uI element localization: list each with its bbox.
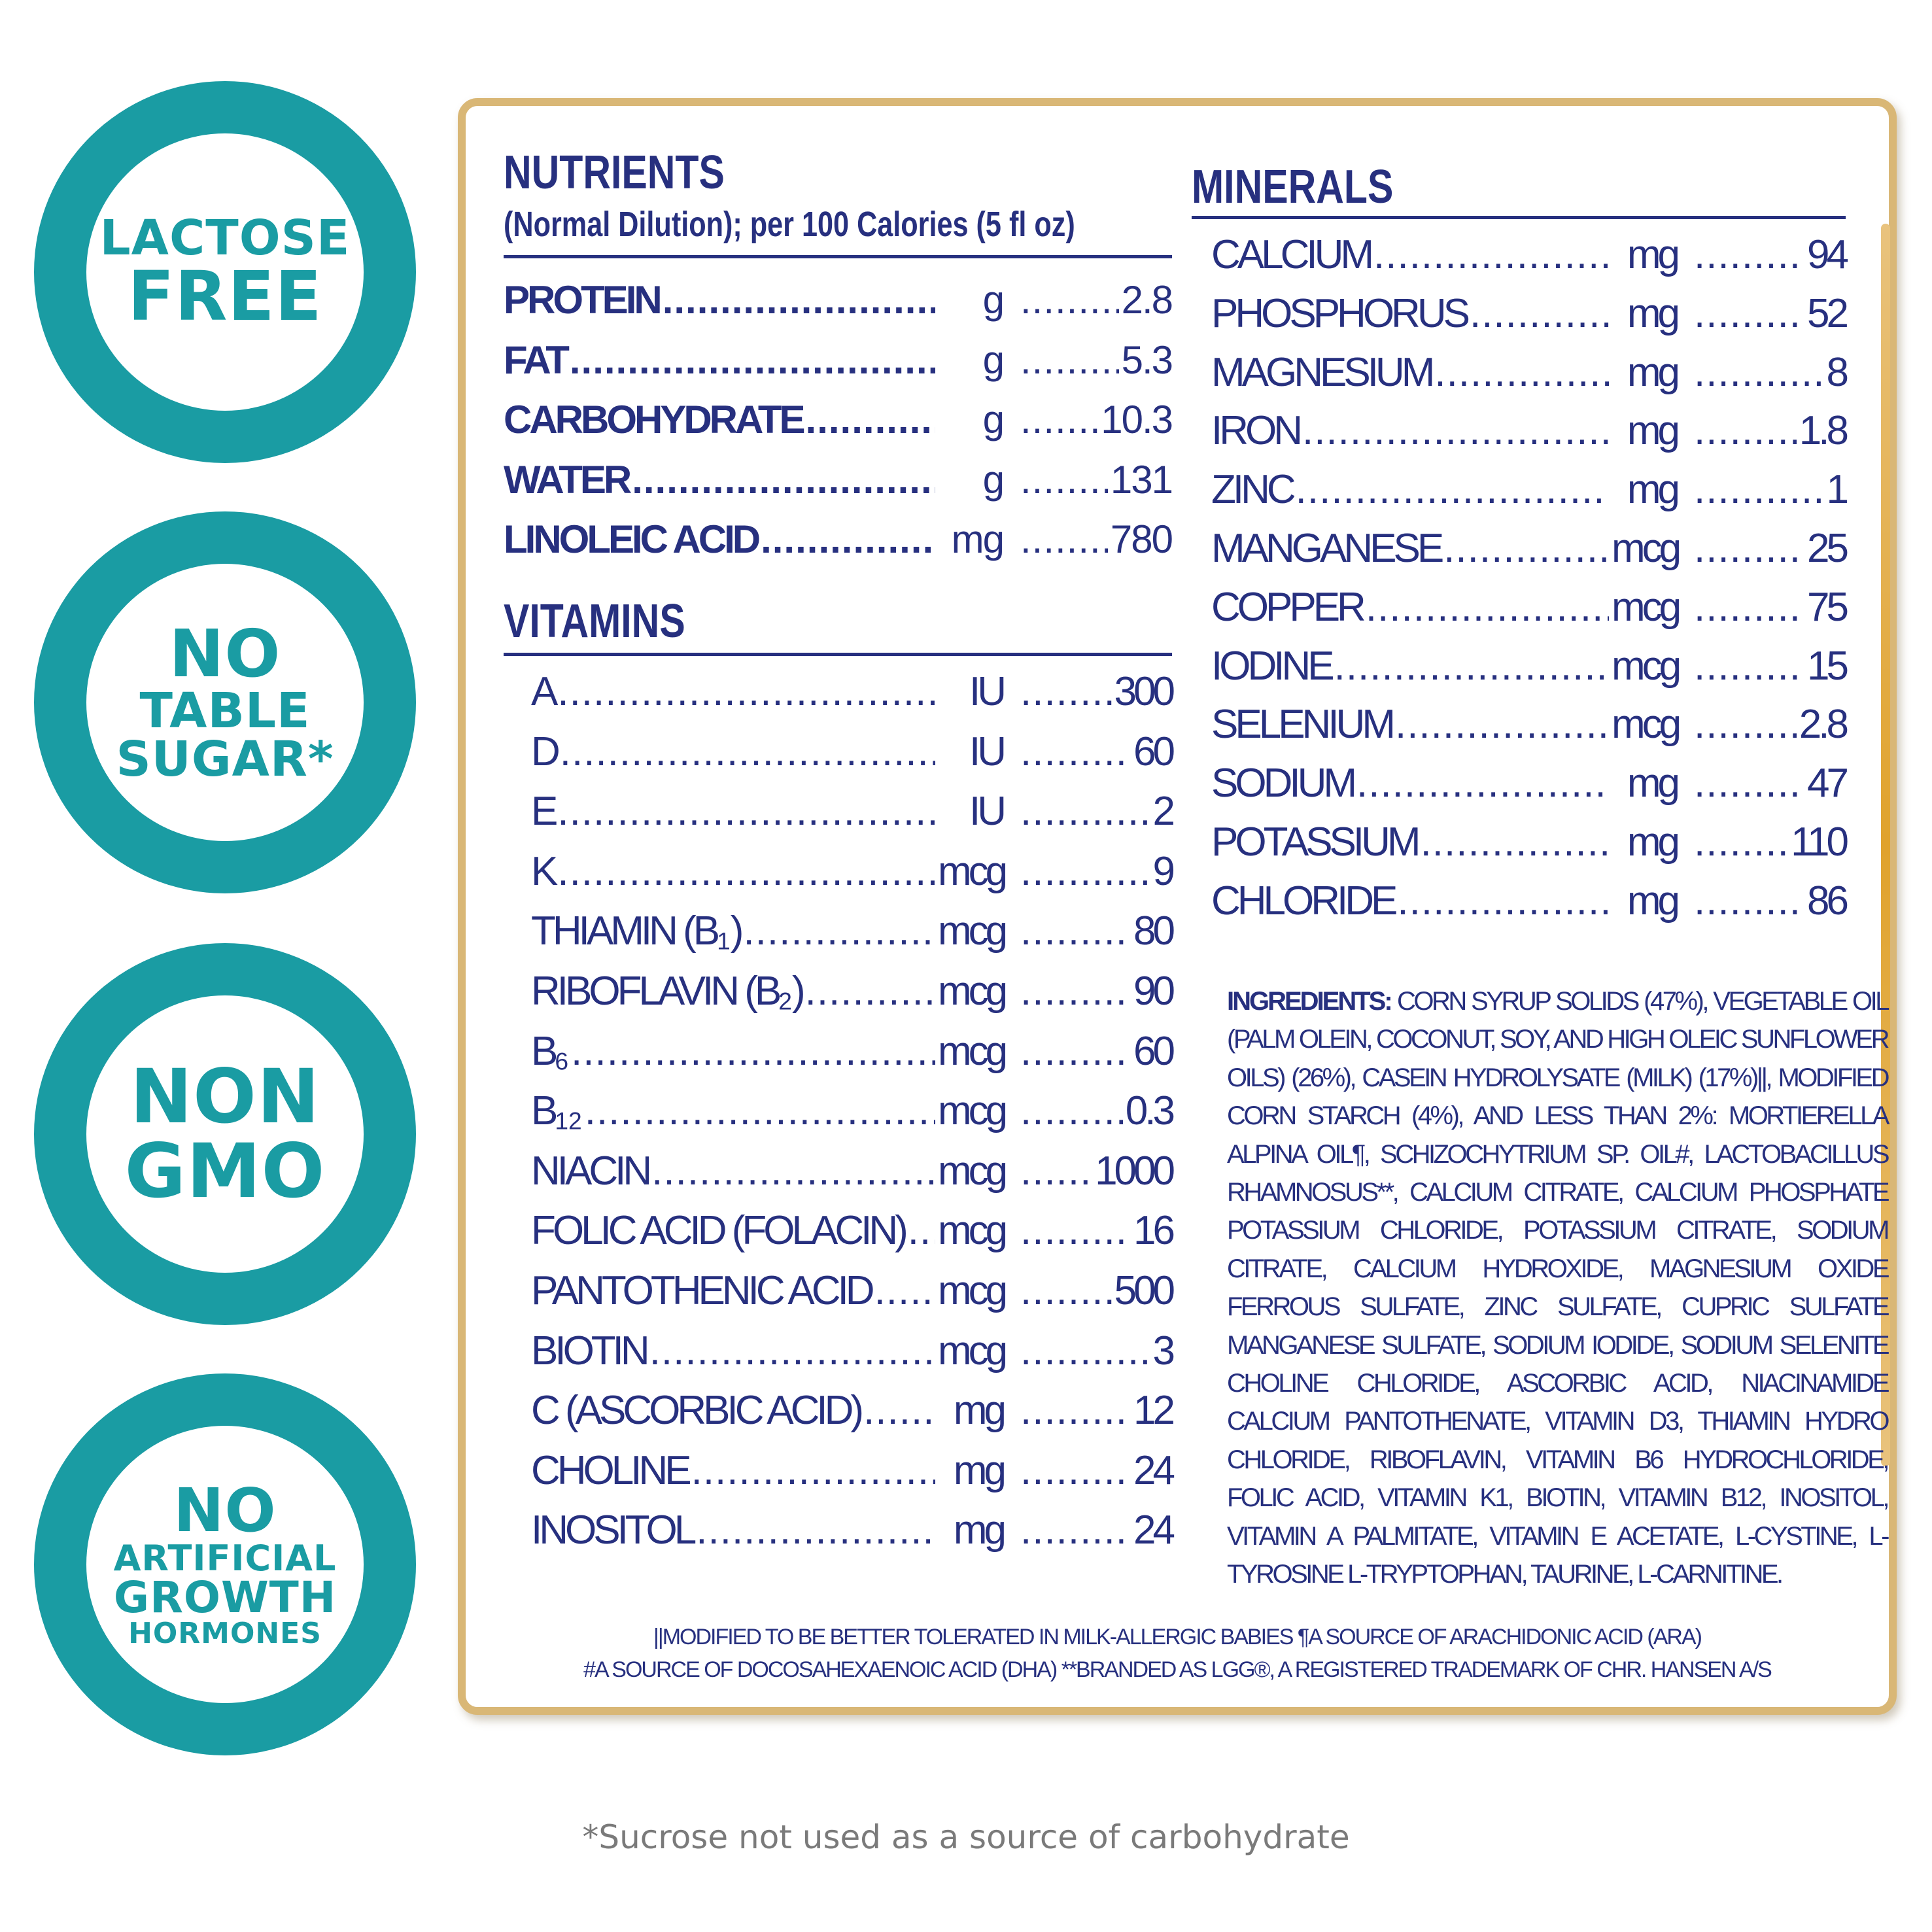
nutrient-unit: mg xyxy=(953,1388,1003,1434)
nutrient-unit: mcg xyxy=(938,1208,1005,1254)
nutrient-unit: mg xyxy=(1627,878,1677,923)
nutrient-name-text: BIOTIN xyxy=(531,1328,647,1373)
nutrient-row xyxy=(531,668,1172,715)
badge-line: ARTIFICIAL xyxy=(113,1538,337,1579)
nutrient-name-text: C (ASCORBIC ACID) xyxy=(531,1388,861,1434)
dot-leader xyxy=(1296,466,1609,513)
nutrient-value: 75 xyxy=(1807,584,1846,630)
nutrient-unit: mcg xyxy=(938,848,1005,894)
dot-leader xyxy=(1020,1207,1131,1254)
nutrient-value: 2 xyxy=(1152,789,1172,835)
nutrient-unit: mg xyxy=(1627,819,1677,865)
nutrient-value: 90 xyxy=(1133,969,1172,1014)
nutrient-row xyxy=(531,848,1172,895)
nutrient-name-text: PROTEIN xyxy=(504,278,660,322)
nutrient-value-cell xyxy=(1003,517,1172,562)
nutrient-value: 60 xyxy=(1133,729,1172,774)
badge-line: HORMONES xyxy=(128,1617,322,1650)
nutrient-name xyxy=(504,337,567,383)
nutrient-name-text: IODINE xyxy=(1211,643,1332,689)
nutrient-unit: mg xyxy=(1627,290,1677,336)
dot-leader xyxy=(1694,232,1804,278)
nutrient-value: 1000 xyxy=(1095,1148,1172,1194)
dot-leader xyxy=(1302,407,1609,454)
nutrient-unit: IU xyxy=(969,669,1003,714)
nutrient-name xyxy=(504,457,629,502)
dot-leader xyxy=(1020,908,1131,954)
nutrient-row xyxy=(531,1207,1172,1254)
nutrient-value-cell xyxy=(1677,643,1846,689)
nutrient-name xyxy=(531,1207,905,1254)
nutrient-unit: g xyxy=(982,337,1003,382)
dot-leader xyxy=(1694,349,1824,396)
nutrient-row xyxy=(504,337,1172,383)
nutrient-row xyxy=(531,1088,1172,1135)
nutrient-value-cell xyxy=(1677,525,1846,572)
nutrient-row xyxy=(504,397,1172,442)
dot-leader xyxy=(1020,1328,1150,1374)
nutrient-value-cell xyxy=(1003,1148,1172,1194)
nutrient-unit: mcg xyxy=(1612,584,1679,630)
dot-leader xyxy=(1020,517,1108,562)
nutrient-unit: mcg xyxy=(938,1088,1005,1134)
nutrient-row xyxy=(1211,819,1846,865)
nutrient-name-text: COPPER xyxy=(1211,584,1363,630)
nutrient-value: 110 xyxy=(1791,819,1846,865)
nutrient-value: 3 xyxy=(1152,1328,1172,1373)
badge-no-table-sugar xyxy=(34,511,416,893)
dot-leader xyxy=(805,968,935,1014)
badge-inner xyxy=(86,564,364,841)
nutrient-name xyxy=(531,1387,861,1434)
nutrient-value-cell xyxy=(1003,1328,1172,1374)
nutrient-value: 24 xyxy=(1133,1508,1172,1553)
nutrient-name-text: ZINC xyxy=(1211,467,1293,513)
dot-leader xyxy=(1020,1088,1123,1134)
dot-leader xyxy=(1694,878,1804,924)
nutrient-name-text: B xyxy=(531,1028,555,1074)
nutrient-unit: mcg xyxy=(938,1148,1005,1194)
nutrients-title: NUTRIENTS xyxy=(504,147,725,199)
nutrient-name xyxy=(504,277,660,322)
nutrient-value-cell xyxy=(1677,584,1846,630)
dot-leader xyxy=(560,729,935,775)
dot-leader xyxy=(1434,349,1609,396)
nutrient-subscript: 6 xyxy=(555,1047,569,1075)
nutrient-value-cell xyxy=(1003,457,1172,502)
dot-leader xyxy=(570,337,935,383)
nutrient-name-text: D xyxy=(531,729,557,774)
nutrient-name xyxy=(1211,760,1354,806)
nutrient-value: 1 xyxy=(1826,467,1846,513)
dot-leader xyxy=(663,277,935,322)
nutrient-value: 24 xyxy=(1133,1447,1172,1493)
nutrient-row xyxy=(531,1507,1172,1553)
nutrient-value: 25 xyxy=(1807,526,1846,571)
dot-leader xyxy=(1020,1447,1131,1494)
nutrient-row xyxy=(531,1148,1172,1194)
nutrient-name xyxy=(531,1328,647,1374)
nutrient-subscript: 1 xyxy=(717,927,731,955)
nutrient-row xyxy=(531,1328,1172,1374)
nutrient-value-cell xyxy=(1677,760,1846,806)
nutrient-name-text: PHOSPHORUS xyxy=(1211,290,1467,336)
dot-leader xyxy=(1020,277,1119,322)
footnote: ||MODIFIED TO BE BETTER TOLERATED IN MILK-ALLERGIC BABIES ¶A SOURCE OF ARACHIDONIC ACID (ARA) xyxy=(653,1625,1701,1649)
nutrient-row xyxy=(531,788,1172,835)
nutrient-value-cell xyxy=(1003,1028,1172,1075)
nutrient-name xyxy=(531,848,555,895)
sucrose-note: *Sucrose not used as a source of carbohydrate xyxy=(582,1818,1350,1856)
nutrient-value-cell xyxy=(1677,701,1846,748)
nutrient-unit: mg xyxy=(951,517,1003,561)
dot-leader xyxy=(1421,819,1609,865)
dot-leader xyxy=(1373,232,1609,278)
nutrient-name xyxy=(531,1507,693,1553)
dot-leader xyxy=(1020,668,1112,715)
nutrient-value-cell xyxy=(1003,729,1172,775)
dot-leader xyxy=(1020,1507,1131,1553)
nutrient-row xyxy=(504,277,1172,322)
dot-leader xyxy=(1694,701,1797,748)
dot-leader xyxy=(874,1268,935,1314)
nutrient-row xyxy=(1211,290,1846,337)
badge-line: NO xyxy=(169,615,281,692)
nutrient-unit: mcg xyxy=(1612,643,1679,689)
nutrient-name-text: B xyxy=(531,1088,555,1134)
ingredients-label: INGREDIENTS: xyxy=(1227,987,1391,1016)
nutrient-name-text: MANGANESE xyxy=(1211,526,1441,571)
nutrients-rule xyxy=(504,255,1172,258)
dot-leader xyxy=(1020,337,1119,383)
nutrient-name xyxy=(531,1447,689,1494)
dot-leader xyxy=(1020,457,1108,502)
nutrient-subscript: 2 xyxy=(778,987,792,1015)
nutrient-value: 2.8 xyxy=(1799,702,1846,748)
nutrient-name xyxy=(531,908,740,955)
nutrient-name xyxy=(1211,819,1418,865)
dot-leader xyxy=(1020,729,1131,775)
nutrient-name-text: POTASSIUM xyxy=(1211,819,1418,865)
badge-inner xyxy=(86,133,364,411)
nutrient-name xyxy=(531,1088,582,1135)
nutrient-value: 9 xyxy=(1152,848,1172,894)
nutrient-name-text: THIAMIN (B xyxy=(531,908,717,954)
nutrient-name-text: CHLORIDE xyxy=(1211,878,1395,923)
nutrient-value-cell xyxy=(1003,337,1172,383)
nutrient-unit: mg xyxy=(953,1447,1003,1493)
nutrient-row xyxy=(1211,878,1846,924)
nutrient-value: 1.8 xyxy=(1799,408,1846,454)
dot-leader xyxy=(557,788,935,835)
nutrient-value-cell xyxy=(1677,290,1846,337)
dot-leader xyxy=(1356,760,1609,806)
nutrient-name-text: MAGNESIUM xyxy=(1211,349,1432,395)
nutrient-value: 5.3 xyxy=(1121,337,1172,382)
dot-leader xyxy=(1694,290,1804,337)
nutrient-value: 86 xyxy=(1807,878,1846,923)
vitamins-rule xyxy=(504,653,1172,656)
nutrient-name xyxy=(531,788,555,835)
dot-leader xyxy=(571,1028,935,1075)
ingredients-text: CORN SYRUP SOLIDS (47%), VEGETABLE OIL (PALM OLEIN, COCONUT, SOY, AND HIGH OLEIC SUNFLOWER OILS) (26%), CASEIN HYDROLYSATE (MILK) (17%)||, MODIFIED CORN STARCH (4%), AND LESS THAN 2%: MORTIERELLA ALPINA OIL¶, SCHIZOCHYTRIUM SP. OIL#, LACTOBACILLUS RHAMNOSUS**, CALCIUM CITRATE, CALCIUM PHOSPHATE POTASSIUM CHLORIDE, POTASSIUM CITRATE, SODIUM CITRATE, CALCIUM HYDROXIDE, MAGNESIUM OXIDE FERROUS SULFATE, ZINC SULFATE, CUPRIC SULFATE MANGANESE SULFATE, SODIUM IODIDE, SODIUM SELENITE CHOLINE CHLORIDE, ASCORBIC ACID, NIACINAMIDE CALCIUM PANTOTHENATE, VITAMIN D3, THIAMIN HYDRO CHLORIDE, RIBOFLAVIN, VITAMIN B6 HYDROCHLORIDE, FOLIC ACID, VITAMIN K1, BIOTIN, VITAMIN B12, INOSITOL, VITAMIN A PALMITATE, VITAMIN E ACETATE, L-CYSTINE, L- TYROSINE L-TRYPTOPHAN, TAURINE, L-CARNITINE. xyxy=(1227,987,1888,1589)
dot-leader xyxy=(1020,788,1150,835)
nutrient-name xyxy=(1211,701,1392,748)
nutrient-value: 94 xyxy=(1807,232,1846,277)
minerals-title: MINERALS xyxy=(1192,161,1394,213)
badge-inner xyxy=(86,1426,364,1703)
nutrient-row xyxy=(531,1268,1172,1314)
nutrient-value-cell xyxy=(1003,1207,1172,1254)
dot-leader xyxy=(1470,290,1609,337)
nutrient-value-cell xyxy=(1677,878,1846,924)
nutrient-value-cell xyxy=(1003,1268,1172,1314)
nutrient-value-cell xyxy=(1677,349,1846,396)
nutrients-subtitle: (Normal Dilution); per 100 Calories (5 fl oz) xyxy=(504,205,1075,244)
nutrient-unit: mg xyxy=(1627,467,1677,513)
nutrient-unit: mg xyxy=(953,1508,1003,1553)
badge-line: NO xyxy=(173,1475,277,1545)
nutrient-value: 47 xyxy=(1807,761,1846,806)
dot-leader xyxy=(1694,760,1804,806)
dot-leader xyxy=(585,1088,935,1134)
nutrient-value: 300 xyxy=(1114,669,1172,714)
nutrient-value-cell xyxy=(1003,968,1172,1014)
dot-leader xyxy=(1694,643,1804,689)
nutrient-unit: mg xyxy=(1627,349,1677,395)
nutrient-unit: mg xyxy=(1627,408,1677,454)
vitamins-title: VITAMINS xyxy=(504,595,685,647)
nutrient-row xyxy=(504,517,1172,562)
nutrient-name xyxy=(1211,407,1300,454)
dot-leader xyxy=(908,1207,935,1254)
dot-leader xyxy=(1397,878,1609,924)
nutrient-value-cell xyxy=(1677,819,1846,865)
nutrition-card xyxy=(458,98,1897,1715)
nutrient-name-text: FOLIC ACID (FOLACIN) xyxy=(531,1208,905,1254)
nutrient-value-cell xyxy=(1003,1447,1172,1494)
nutrient-row xyxy=(1211,407,1846,454)
nutrient-name xyxy=(1211,643,1332,689)
badge-line: NON xyxy=(129,1053,320,1140)
nutrient-value: 780 xyxy=(1110,517,1172,561)
nutrient-row xyxy=(1211,349,1846,396)
nutrient-value: 500 xyxy=(1114,1268,1172,1313)
nutrient-unit: mg xyxy=(1627,232,1677,277)
nutrient-value-cell xyxy=(1003,1088,1172,1134)
dot-leader xyxy=(632,457,935,502)
dot-leader xyxy=(743,908,935,954)
nutrient-unit: mcg xyxy=(938,1328,1005,1373)
badge-line: GMO xyxy=(124,1128,326,1215)
nutrient-name xyxy=(1211,232,1371,278)
badge-line: LACTOSE xyxy=(99,210,351,266)
nutrient-value-cell xyxy=(1677,407,1846,454)
dot-leader xyxy=(1334,643,1609,689)
nutrient-name xyxy=(1211,584,1363,630)
dot-leader xyxy=(1395,701,1609,748)
nutrient-unit: mcg xyxy=(938,1028,1005,1074)
badge-no-artificial-growth-hormones xyxy=(34,1373,416,1755)
nutrient-name-text: LINOLEIC ACID xyxy=(504,517,759,561)
nutrient-value-cell xyxy=(1677,466,1846,513)
nutrient-name xyxy=(531,1148,649,1194)
nutrient-name-text: K xyxy=(531,848,555,894)
nutrient-value-cell xyxy=(1003,277,1172,322)
dot-leader xyxy=(649,1328,935,1374)
dot-leader xyxy=(557,668,935,715)
nutrient-unit: IU xyxy=(969,729,1003,774)
nutrient-value-cell xyxy=(1677,232,1846,278)
dot-leader xyxy=(557,848,935,895)
nutrient-row xyxy=(531,729,1172,775)
nutrient-row xyxy=(531,1028,1172,1075)
nutrient-name-tail: ) xyxy=(730,908,741,954)
dot-leader xyxy=(1020,1148,1092,1194)
nutrient-value: 12 xyxy=(1133,1388,1172,1434)
nutrient-name xyxy=(1211,349,1432,396)
nutrient-name xyxy=(504,517,758,562)
badge-line: GROWTH xyxy=(113,1572,337,1623)
nutrient-value: 60 xyxy=(1133,1028,1172,1074)
badge-line: TABLE xyxy=(139,683,311,739)
nutrient-row xyxy=(531,1447,1172,1494)
nutrient-name-text: WATER xyxy=(504,457,630,502)
dot-leader xyxy=(1020,968,1131,1014)
nutrient-value-cell xyxy=(1003,668,1172,715)
nutrient-name-text: CALCIUM xyxy=(1211,232,1371,277)
nutrient-unit: mcg xyxy=(1612,526,1679,571)
dot-leader xyxy=(1694,525,1804,572)
badge-inner xyxy=(86,995,364,1273)
nutrient-value: 0.3 xyxy=(1125,1088,1172,1134)
nutrient-name-tail: ) xyxy=(791,969,802,1014)
footnote: #A SOURCE OF DOCOSAHEXAENOIC ACID (DHA) **BRANDED AS LGG®, A REGISTERED TRADEMARK OF CHR. HANSEN A/S xyxy=(583,1657,1771,1682)
ingredients-block xyxy=(1227,982,1888,1594)
dot-leader xyxy=(1694,466,1824,513)
nutrient-value-cell xyxy=(1003,1507,1172,1553)
nutrient-name-text: PANTOTHENIC ACID xyxy=(531,1268,872,1313)
nutrient-unit: mcg xyxy=(938,908,1005,954)
nutrient-row xyxy=(1211,584,1846,630)
nutrient-row xyxy=(531,908,1172,955)
nutrient-row xyxy=(531,1387,1172,1434)
nutrient-value-cell xyxy=(1003,397,1172,442)
dot-leader xyxy=(1020,1268,1112,1314)
dot-leader xyxy=(806,397,935,442)
nutrient-unit: g xyxy=(982,398,1003,441)
dot-leader xyxy=(651,1148,935,1194)
nutrient-unit: mg xyxy=(1627,761,1677,806)
nutrient-row xyxy=(1211,466,1846,513)
dot-leader xyxy=(1020,1028,1131,1075)
nutrient-value-cell xyxy=(1003,908,1172,954)
dot-leader xyxy=(696,1507,935,1553)
nutrient-subscript: 12 xyxy=(555,1107,582,1135)
nutrient-value: 10.3 xyxy=(1101,398,1172,441)
dot-leader xyxy=(1366,584,1609,630)
dot-leader xyxy=(761,517,935,562)
nutrient-row xyxy=(504,457,1172,502)
badge-line: FREE xyxy=(128,256,322,336)
nutrient-name-text: RIBOFLAVIN (B xyxy=(531,969,779,1014)
minerals-rule xyxy=(1192,216,1846,219)
nutrient-row xyxy=(1211,525,1846,572)
nutrient-name xyxy=(1211,878,1394,924)
nutrient-name xyxy=(531,729,557,775)
dot-leader xyxy=(691,1447,935,1494)
nutrient-row xyxy=(531,968,1172,1015)
nutrient-name xyxy=(1211,290,1467,337)
nutrient-unit: g xyxy=(982,278,1003,322)
nutrient-value: 16 xyxy=(1133,1208,1172,1254)
nutrient-name xyxy=(531,1268,872,1314)
nutrient-unit: g xyxy=(982,457,1003,502)
badge-line: SUGAR* xyxy=(116,731,334,787)
nutrient-name xyxy=(1211,525,1441,572)
nutrient-value: 52 xyxy=(1807,290,1846,336)
dot-leader xyxy=(1020,397,1098,442)
nutrient-row xyxy=(1211,760,1846,806)
nutrient-name xyxy=(531,1028,568,1075)
nutrient-row xyxy=(1211,643,1846,689)
nutrient-value: 131 xyxy=(1110,457,1172,502)
badge-lactose-free xyxy=(34,81,416,463)
nutrient-name xyxy=(531,668,555,715)
nutrient-name-text: CHOLINE xyxy=(531,1447,689,1493)
nutrient-name-text: IRON xyxy=(1211,408,1300,454)
nutrient-value-cell xyxy=(1003,848,1172,895)
nutrient-name-text: E xyxy=(531,789,555,835)
nutrient-unit: IU xyxy=(969,789,1003,835)
nutrient-name-text: A xyxy=(531,669,555,714)
nutrient-row xyxy=(1211,232,1846,278)
nutrient-name xyxy=(504,397,803,442)
nutrient-name-text: SODIUM xyxy=(1211,761,1354,806)
nutrient-value: 15 xyxy=(1807,643,1846,689)
badge-non-gmo xyxy=(34,943,416,1325)
nutrient-name-text: NIACIN xyxy=(531,1148,649,1194)
nutrient-value: 2.8 xyxy=(1121,278,1172,322)
nutrient-row xyxy=(1211,701,1846,748)
nutrient-value-cell xyxy=(1003,788,1172,835)
dot-leader xyxy=(1694,584,1804,630)
nutrient-name-text: CARBOHYDRATE xyxy=(504,398,803,441)
dot-leader xyxy=(1020,848,1150,895)
nutrient-name-text: FAT xyxy=(504,337,567,382)
nutrient-unit: mcg xyxy=(1612,702,1679,748)
dot-leader xyxy=(1020,1387,1131,1434)
nutrient-unit: mcg xyxy=(938,1268,1005,1313)
nutrient-name-text: SELENIUM xyxy=(1211,702,1392,748)
dot-leader xyxy=(1443,525,1609,572)
nutrient-name xyxy=(531,968,802,1015)
nutrient-name xyxy=(1211,466,1293,513)
nutrient-value: 8 xyxy=(1826,349,1846,395)
nutrient-value-cell xyxy=(1003,1387,1172,1434)
nutrient-unit: mcg xyxy=(938,969,1005,1014)
nutrient-value: 80 xyxy=(1133,908,1172,954)
dot-leader xyxy=(1694,819,1788,865)
nutrient-name-text: INOSITOL xyxy=(531,1508,694,1553)
dot-leader xyxy=(863,1387,935,1434)
dot-leader xyxy=(1694,407,1797,454)
